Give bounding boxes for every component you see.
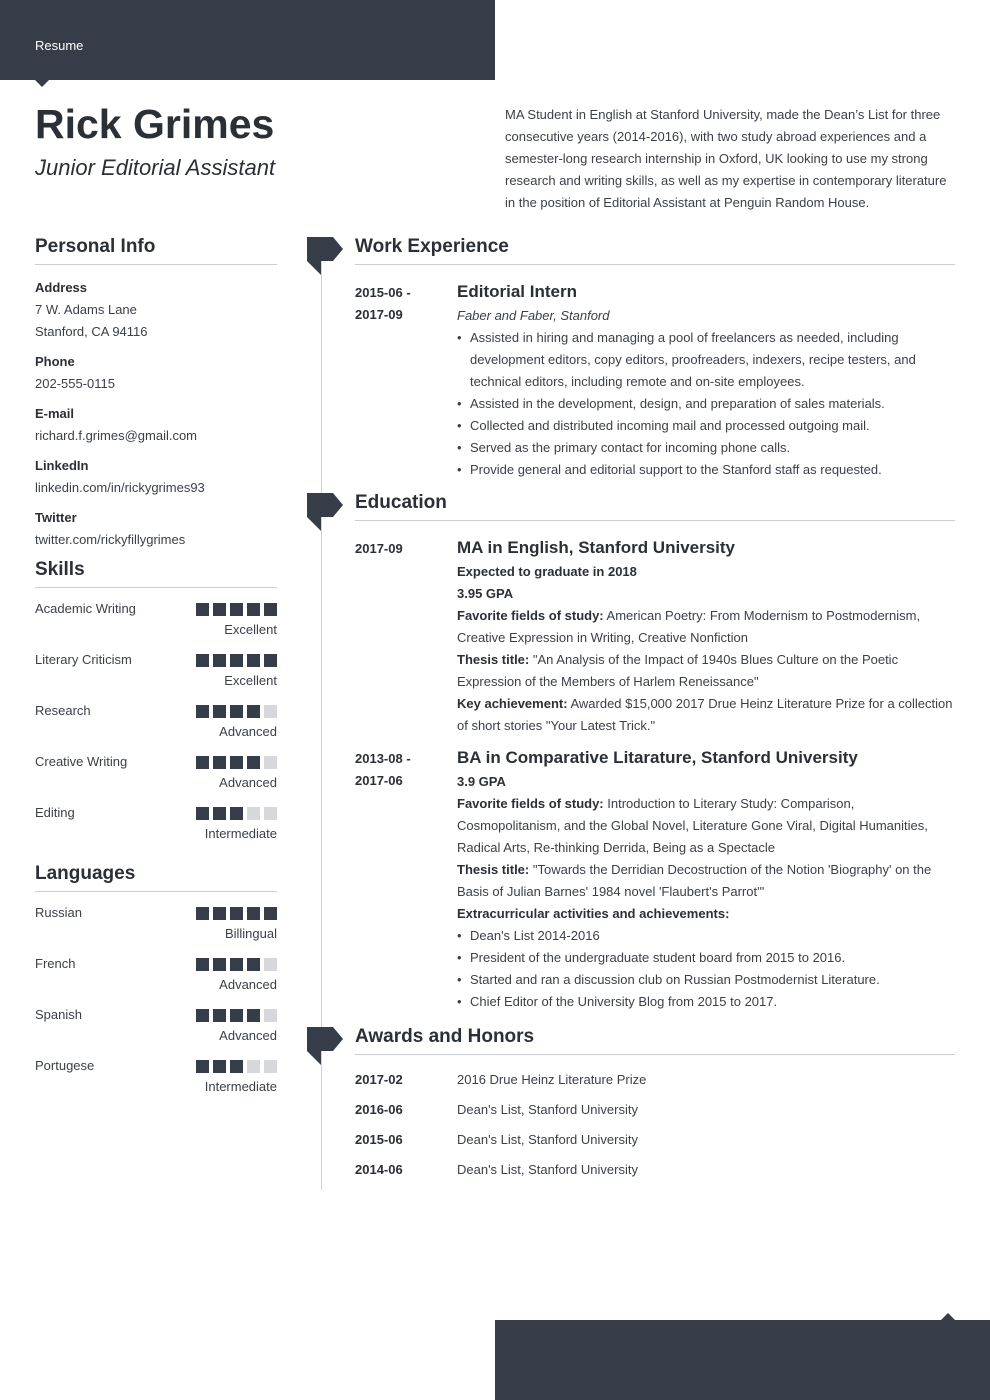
rating-dot-filled [264,907,277,920]
language-name: Russian [35,905,82,920]
address-block [35,277,277,343]
rating-dot-filled [213,705,226,718]
rating-dot-empty [264,1060,277,1073]
skill-name: Academic Writing [35,601,136,616]
email-label: E-mail [35,406,75,421]
language-level: Advanced [219,1028,277,1043]
rating-dot-filled [196,1009,209,1022]
rating-dot-empty [247,1060,260,1073]
list-item: • Dean's List 2014-2016 [457,925,955,947]
header-notch [35,80,49,87]
award-text: Dean's List, Stanford University [457,1102,638,1117]
language-level: Intermediate [204,1079,277,1094]
email-value[interactable]: richard.f.grimes@gmail.com [35,428,198,443]
education-section [355,492,955,1013]
ma-fields: Favorite fields of study: American Poetry: From Modernism to Postmodernism, Creative Expression in Writing, Creative Nonfiction [457,608,921,645]
rating-dot-filled [230,603,243,616]
skill-item [35,702,277,753]
ba-bullets [457,925,955,1013]
rating-dot-filled [230,1060,243,1073]
skill-item [35,804,277,855]
list-item: • Collected and distributed incoming mail and processed outgoing mail. [457,415,955,437]
rating-dot-filled [230,907,243,920]
rating-dot-filled [213,756,226,769]
list-item: • Provide general and editorial support to the Stanford staff as requested. [457,459,955,481]
rating-dot-filled [196,1060,209,1073]
skill-name: Creative Writing [35,754,128,769]
award-text: 2016 Drue Heinz Literature Prize [457,1072,647,1087]
rating-dot-filled [247,907,260,920]
award-item [355,1099,955,1129]
language-level: Advanced [219,977,277,992]
rating-dot-filled [230,654,243,667]
ba-date-start: 2013-08 - [355,751,411,766]
rating-dot-filled [213,958,226,971]
rating-dot-filled [247,654,260,667]
rating-dot-filled [196,654,209,667]
list-item: • Assisted in hiring and managing a pool of freelancers as needed, including development editors, copy editors, proofreaders, indexers, recipe testers, and technical editors, including remote and on-site employees. [457,327,955,393]
list-item: • Started and ran a discussion club on Russian Postmodernist Literature. [457,969,955,991]
rating-dot-filled [247,603,260,616]
address-line1: 7 W. Adams Lane [35,302,137,317]
ma-gpa: 3.95 GPA [457,586,514,601]
ba-dates [355,745,457,1013]
rating-dot-filled [247,705,260,718]
language-item [35,1057,277,1108]
languages-list [35,904,277,1108]
award-item [355,1129,955,1159]
ma-thesis: Thesis title: "An Analysis of the Impact of 1940s Blues Culture on the Poetic Expression of the Members of Harlem Reneissance" [457,652,899,689]
ba-title: BA in Comparative Litarature, Stanford University [457,748,858,767]
resume-tag: Resume [35,38,84,53]
skill-rating [196,654,277,667]
award-date: 2014-06 [355,1162,403,1177]
skill-level: Intermediate [204,826,277,841]
award-text: Dean's List, Stanford University [457,1132,638,1147]
skill-name: Literary Criticism [35,652,132,667]
rating-dot-filled [230,807,243,820]
skill-rating [196,705,277,718]
award-date: 2016-06 [355,1102,403,1117]
list-item: • Served as the primary contact for incoming phone calls. [457,437,955,459]
linkedin-block [35,455,277,499]
work-title: Work Experience [355,236,955,265]
skill-rating [196,807,277,820]
twitter-block [35,507,277,551]
skill-level: Excellent [224,673,277,688]
skill-item [35,753,277,804]
ba-fields: Favorite fields of study: Introduction to Literary Study: Comparison, Cosmopolitanism, and the Global Novel, Literature Gone Viral, Digital Humanities, Radical Arts, Re-thinking Derrida, Being as a Spectacle [457,796,928,855]
awards-flag-icon [307,1027,343,1063]
candidate-name: Rick Grimes [35,101,275,147]
rating-dot-filled [230,1009,243,1022]
rating-dot-empty [264,705,277,718]
language-item [35,955,277,1006]
language-rating [196,907,277,920]
rating-dot-filled [196,705,209,718]
skill-item [35,600,277,651]
rating-dot-filled [247,958,260,971]
ma-title: MA in English, Stanford University [457,538,736,557]
personal-info-title: Personal Info [35,236,277,265]
awards-section [355,1026,955,1189]
left-column [35,236,277,1108]
award-date: 2015-06 [355,1132,403,1147]
rating-dot-filled [196,958,209,971]
award-date: 2017-02 [355,1072,403,1087]
work-bullets [457,327,955,481]
rating-dot-filled [213,603,226,616]
list-item: • Chief Editor of the University Blog from 2015 to 2017. [457,991,955,1013]
ba-extra-label: Extracurricular activities and achievements: [457,906,730,921]
ma-date: 2017-09 [355,541,403,556]
language-item [35,1006,277,1057]
skills-title: Skills [35,559,277,588]
rating-dot-filled [230,756,243,769]
work-section [355,236,955,481]
language-item [35,904,277,955]
candidate-role: Junior Editorial Assistant [35,155,276,180]
work-date-start: 2015-06 - [355,285,411,300]
skill-level: Advanced [219,775,277,790]
ma-key-achievement: Key achievement: Awarded $15,000 2017 Drue Heinz Literature Prize for a collection of short stories "Your Latest Trick." [457,696,953,733]
rating-dot-empty [264,1009,277,1022]
ma-body [457,535,955,737]
footer-band [495,1320,990,1400]
phone-block [35,351,277,395]
twitter-value[interactable]: twitter.com/rickyfillygrimes [35,532,186,547]
language-level: Billingual [224,926,277,941]
list-item: • President of the undergraduate student board from 2015 to 2016. [457,947,955,969]
linkedin-label: LinkedIn [35,458,89,473]
skill-rating [196,603,277,616]
rating-dot-filled [213,907,226,920]
skill-level: Excellent [224,622,277,637]
language-rating [196,1009,277,1022]
phone-label: Phone [35,354,75,369]
rating-dot-filled [247,1009,260,1022]
rating-dot-filled [230,705,243,718]
work-entry [355,279,955,481]
rating-dot-filled [247,756,260,769]
skill-name: Editing [35,805,75,820]
education-entry-ma [355,535,955,737]
rating-dot-empty [264,756,277,769]
phone-value: 202-555-0115 [35,376,115,391]
address-label: Address [35,280,88,295]
skill-rating [196,756,277,769]
skill-level: Advanced [219,724,277,739]
rating-dot-empty [247,807,260,820]
ba-thesis: Thesis title: "Towards the Derridian Decostruction of the Notion 'Biography' on the Basis of Julian Barnes' 1984 novel 'Flaubert's Parrot'" [457,862,932,899]
rating-dot-filled [213,1060,226,1073]
language-name: Portugese [35,1058,95,1073]
rating-dot-filled [213,807,226,820]
work-date-end: 2017-09 [355,307,403,322]
education-title: Education [355,492,955,521]
rating-dot-filled [196,907,209,920]
skills-list [35,600,277,855]
header-band [0,0,495,80]
rating-dot-filled [213,654,226,667]
work-body [457,279,955,481]
rating-dot-filled [196,756,209,769]
award-item [355,1069,955,1099]
job-title: Editorial Intern [457,282,577,301]
profile-summary: MA Student in English at Stanford University, made the Dean’s List for three consecutive years (2014-2016), with two study abroad experiences and a semester-long research internship in Oxford, UK looking to use my strong research and writing skills, as well as my expertise in contemporary literature in the position of Editorial Assistant at Penguin Random House. [505,107,947,210]
education-entry-ba [355,745,955,1013]
footer-notch [941,1313,955,1320]
rating-dot-filled [196,603,209,616]
skill-item [35,651,277,702]
list-item: • Assisted in the development, design, and preparation of sales materials. [457,393,955,415]
ba-gpa: 3.9 GPA [457,774,506,789]
languages-title: Languages [35,863,277,892]
rating-dot-filled [264,603,277,616]
award-item [355,1159,955,1189]
awards-title: Awards and Honors [355,1026,955,1055]
email-block [35,403,277,447]
language-rating [196,958,277,971]
ba-date-end: 2017-06 [355,773,403,788]
rating-dot-empty [264,958,277,971]
employer: Faber and Faber, Stanford [457,308,610,323]
linkedin-value[interactable]: linkedin.com/in/rickygrimes93 [35,480,205,495]
ba-body [457,745,955,1013]
rating-dot-filled [213,1009,226,1022]
ma-expected: Expected to graduate in 2018 [457,564,637,579]
education-flag-icon [307,493,343,529]
rating-dot-filled [230,958,243,971]
address-line2: Stanford, CA 94116 [35,324,148,339]
work-dates [355,279,457,481]
skill-name: Research [35,703,91,718]
twitter-label: Twitter [35,510,77,525]
work-flag-icon [307,237,343,273]
language-rating [196,1060,277,1073]
award-text: Dean's List, Stanford University [457,1162,638,1177]
rating-dot-filled [264,654,277,667]
language-name: French [35,956,76,971]
language-name: Spanish [35,1007,82,1022]
rating-dot-filled [196,807,209,820]
rating-dot-empty [264,807,277,820]
